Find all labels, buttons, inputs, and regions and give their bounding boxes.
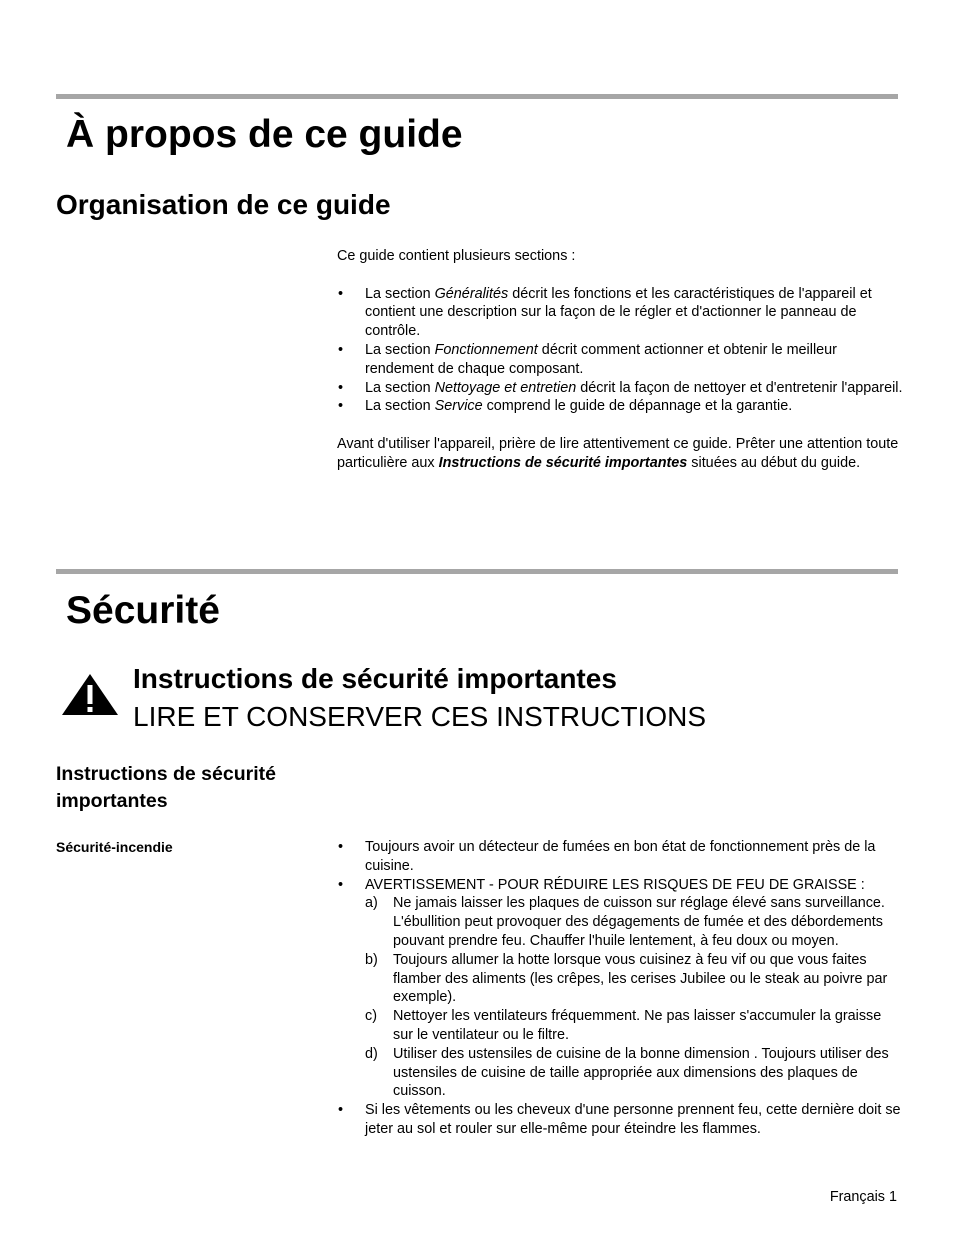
closing-text: Avant d'utiliser l'appareil, prière de lire attentivement ce guide. Prêter une attention toute particulière aux Instructions de sécurité importantes situées au début du guide. bbox=[337, 435, 899, 471]
warning-triangle-icon bbox=[61, 673, 119, 716]
list-item: d) Utiliser des ustensiles de cuisine de la bonne dimension . Toujours utiliser des ustensiles de cuisine de taille appropriée aux dimensions des plaques de cuisson. bbox=[365, 1045, 889, 1100]
safety-reference: Instructions de sécurité importantes bbox=[438, 454, 688, 471]
page-number: Français 1 bbox=[829, 1189, 897, 1205]
list-item: a) Ne jamais laisser les plaques de cuisson sur réglage élevé sans surveillance. L'ébullition peut provoquer des dégagements de fumée et des débordements pouvant prendre feu. Chauffer l'huile lentement, à feu doux ou moyen. bbox=[365, 895, 885, 949]
list-item: • Toujours avoir un détecteur de fumées en bon état de fonctionnement près de la cuisine. bbox=[337, 838, 903, 876]
grease-fire-sublist bbox=[365, 894, 903, 1101]
list-item: • La section Fonctionnement décrit comment actionner et obtenir le meilleur rendement de chaque composant. bbox=[337, 341, 903, 379]
fire-safety-body bbox=[337, 838, 903, 1139]
section-name: Généralités bbox=[434, 285, 509, 302]
list-item: • La section Nettoyage et entretien décrit la façon de nettoyer et d'entretenir l'appareil. bbox=[337, 379, 903, 398]
intro-text: Ce guide contient plusieurs sections : bbox=[337, 248, 576, 264]
organisation-heading: Organisation de ce guide bbox=[56, 189, 391, 220]
safety-subheading: Instructions de sécurité importantes bbox=[56, 763, 276, 812]
list-item bbox=[337, 876, 903, 1102]
safety-title: Sécurité bbox=[66, 589, 220, 632]
important-instructions-subtitle: LIRE ET CONSERVER CES INSTRUCTIONS bbox=[133, 701, 707, 732]
about-title: À propos de ce guide bbox=[66, 113, 463, 156]
section-name: Fonctionnement bbox=[434, 341, 538, 358]
list-item: b) Toujours allumer la hotte lorsque vous cuisinez à feu vif ou que vous faites flamber des aliments (les crêpes, les cerises Jubilee ou le steak au poivre par exemple). bbox=[365, 951, 888, 1006]
list-item: c) Nettoyer les ventilateurs fréquemment. Ne pas laisser s'accumuler la graisse sur le ventilateur ou le filtre. bbox=[365, 1008, 882, 1043]
fire-safety-list bbox=[337, 838, 903, 1139]
list-item: • La section Service comprend le guide de dépannage et la garantie. bbox=[337, 397, 903, 416]
section-divider-about bbox=[56, 94, 898, 99]
organisation-body bbox=[337, 247, 903, 473]
section-name: Service bbox=[434, 398, 483, 415]
sections-list bbox=[337, 285, 903, 417]
section-name: Nettoyage et entretien bbox=[434, 379, 577, 396]
grease-fire-warning: AVERTISSEMENT - POUR RÉDUIRE LES RISQUES DE FEU DE GRAISSE : bbox=[365, 876, 865, 893]
list-item: • La section Généralités décrit les fonctions et les caractéristiques de l'appareil et contient une description sur la façon de le régler et d'actionner le panneau de contrôle. bbox=[337, 285, 903, 341]
fire-safety-label: Sécurité-incendie bbox=[56, 839, 173, 855]
list-item: • Si les vêtements ou les cheveux d'une personne prennent feu, cette dernière doit se jeter au sol et rouler sur elle-même pour éteindre les flammes. bbox=[337, 1101, 903, 1139]
section-divider-safety bbox=[56, 569, 898, 574]
important-instructions-title: Instructions de sécurité importantes bbox=[133, 663, 617, 694]
